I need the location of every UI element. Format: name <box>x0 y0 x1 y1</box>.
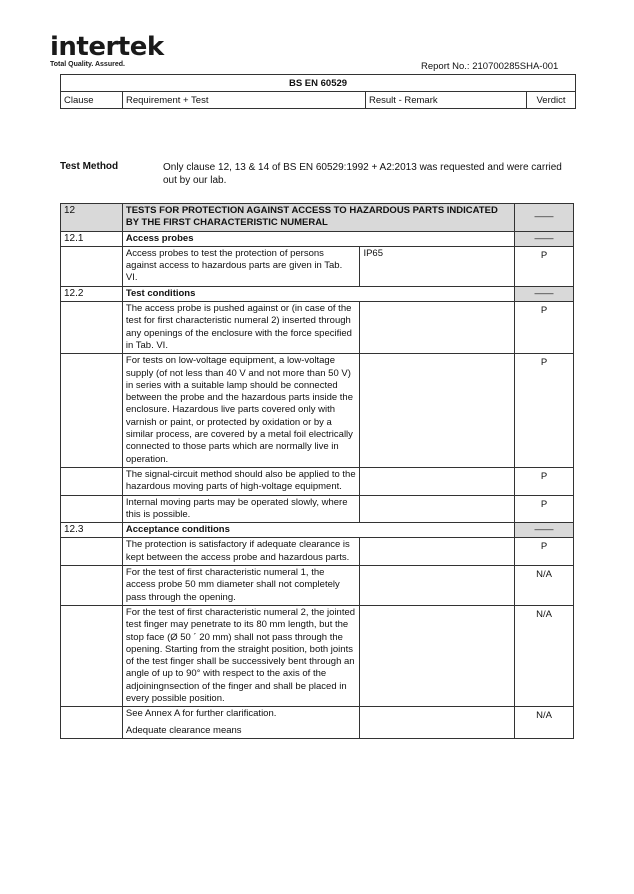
section-title: Access probes <box>122 231 514 246</box>
requirement-cell: Access probes to test the protection of persons against access to hazardous parts are given in Tab. VI. <box>122 246 360 286</box>
result-cell <box>360 538 515 566</box>
table-row <box>61 495 574 523</box>
result-cell <box>360 495 515 523</box>
standard-title: BS EN 60529 <box>61 75 576 92</box>
result-cell <box>360 566 515 606</box>
clause-cell <box>61 302 123 354</box>
verdict-cell: —— <box>515 231 574 246</box>
verdict-cell: P <box>515 467 574 495</box>
verdict-cell: N/A <box>515 605 574 706</box>
section-title: TESTS FOR PROTECTION AGAINST ACCESS TO HAZARDOUS PARTS INDICATED BY THE FIRST CHARACTERISTIC NUMERAL <box>122 204 514 232</box>
requirement-text-2: Adequate clearance means <box>125 724 242 736</box>
requirement-cell: The access probe is pushed against or (in case of the test for first characteristic numeral 2) inserted through any openings of the enclosure with the force specified in Tab. VI. <box>122 302 360 354</box>
clause-cell <box>61 566 123 606</box>
verdict-cell: —— <box>515 204 574 232</box>
result-cell <box>360 354 515 468</box>
requirement-text: See Annex A for further clarification. <box>125 708 277 720</box>
table-row <box>61 302 574 354</box>
table-row <box>61 707 574 739</box>
requirement-cell <box>122 707 360 739</box>
table-row <box>61 538 574 566</box>
clause-number: 12.3 <box>61 523 123 538</box>
intertek-logo <box>50 34 164 68</box>
clause-number: 12 <box>61 204 123 232</box>
result-cell <box>360 467 515 495</box>
section-title: Acceptance conditions <box>122 523 514 538</box>
report-number: Report No.: 210700285SHA-001 <box>421 61 559 72</box>
test-method-label: Test Method <box>60 161 119 172</box>
table-row <box>61 467 574 495</box>
clause-cell <box>61 495 123 523</box>
table-row <box>61 523 574 538</box>
logo-tagline: Total Quality. Assured. <box>50 61 125 68</box>
verdict-cell: P <box>515 302 574 354</box>
verdict-cell: N/A <box>515 566 574 606</box>
result-cell <box>360 302 515 354</box>
table-row <box>61 605 574 706</box>
clause-number: 12.2 <box>61 286 123 301</box>
test-method-text: Only clause 12, 13 & 14 of BS EN 60529:1992 + A2:2013 was requested and were carried out by our lab. <box>163 162 562 186</box>
col-verdict-header: Verdict <box>527 92 576 109</box>
requirement-cell: The protection is satisfactory if adequate clearance is kept between the access probe and hazardous parts. <box>122 538 360 566</box>
verdict-cell: P <box>515 495 574 523</box>
verdict-cell: P <box>515 538 574 566</box>
verdict-cell: N/A <box>515 707 574 739</box>
result-cell: IP65 <box>360 246 515 286</box>
requirement-cell: For the test of first characteristic numeral 1, the access probe 50 mm diameter shall not completely pass through the opening. <box>122 566 360 606</box>
table-row <box>61 566 574 606</box>
verdict-cell: —— <box>515 523 574 538</box>
requirement-cell: The signal-circuit method should also be applied to the hazardous moving parts of high-voltage equipment. <box>122 467 360 495</box>
section-title: Test conditions <box>122 286 514 301</box>
logo-wordmark: intertek <box>50 32 164 62</box>
clause-number: 12.1 <box>61 231 123 246</box>
verdict-cell: P <box>515 354 574 468</box>
table-row <box>61 246 574 286</box>
table-row <box>61 354 574 468</box>
result-cell <box>360 707 515 739</box>
clause-cell <box>61 246 123 286</box>
clause-cell <box>61 538 123 566</box>
verdict-cell: P <box>515 246 574 286</box>
clause-cell <box>61 467 123 495</box>
col-clause-header: Clause <box>61 92 123 109</box>
clause-cell <box>61 354 123 468</box>
verdict-cell: —— <box>515 286 574 301</box>
table-row <box>61 231 574 246</box>
result-cell <box>360 605 515 706</box>
requirement-cell: Internal moving parts may be operated slowly, where this is possible. <box>122 495 360 523</box>
table-row <box>61 204 574 232</box>
requirement-cell: For tests on low-voltage equipment, a low-voltage supply (of not less than 40 V and not more than 50 V) in series with a suitable lamp should be connected between the probe and the hazardous parts inside the enclosure. Hazardous live parts covered only with varnish or paint, or protected by oxidation or by a similar process, are covered by a metal foil electrically connected to those parts which are normally live in operation. <box>122 354 360 468</box>
header-table <box>60 74 576 109</box>
clause-cell <box>61 707 123 739</box>
table-row <box>61 286 574 301</box>
requirement-cell: For the test of first characteristic numeral 2, the jointed test finger may penetrate to its 80 mm length, but the stop face (Ø 50 ´ 20 mm) shall not pass through the opening. Starting from the straight position, both joints of the test finger shall be successively bent through an angle of up to 90° with respect to the axis of the adjoiningnsection of the finger and shall be placed in every possible position. <box>122 605 360 706</box>
col-requirement-header: Requirement + Test <box>123 92 366 109</box>
col-result-header: Result - Remark <box>366 92 527 109</box>
clause-table <box>60 203 574 739</box>
clause-cell <box>61 605 123 706</box>
